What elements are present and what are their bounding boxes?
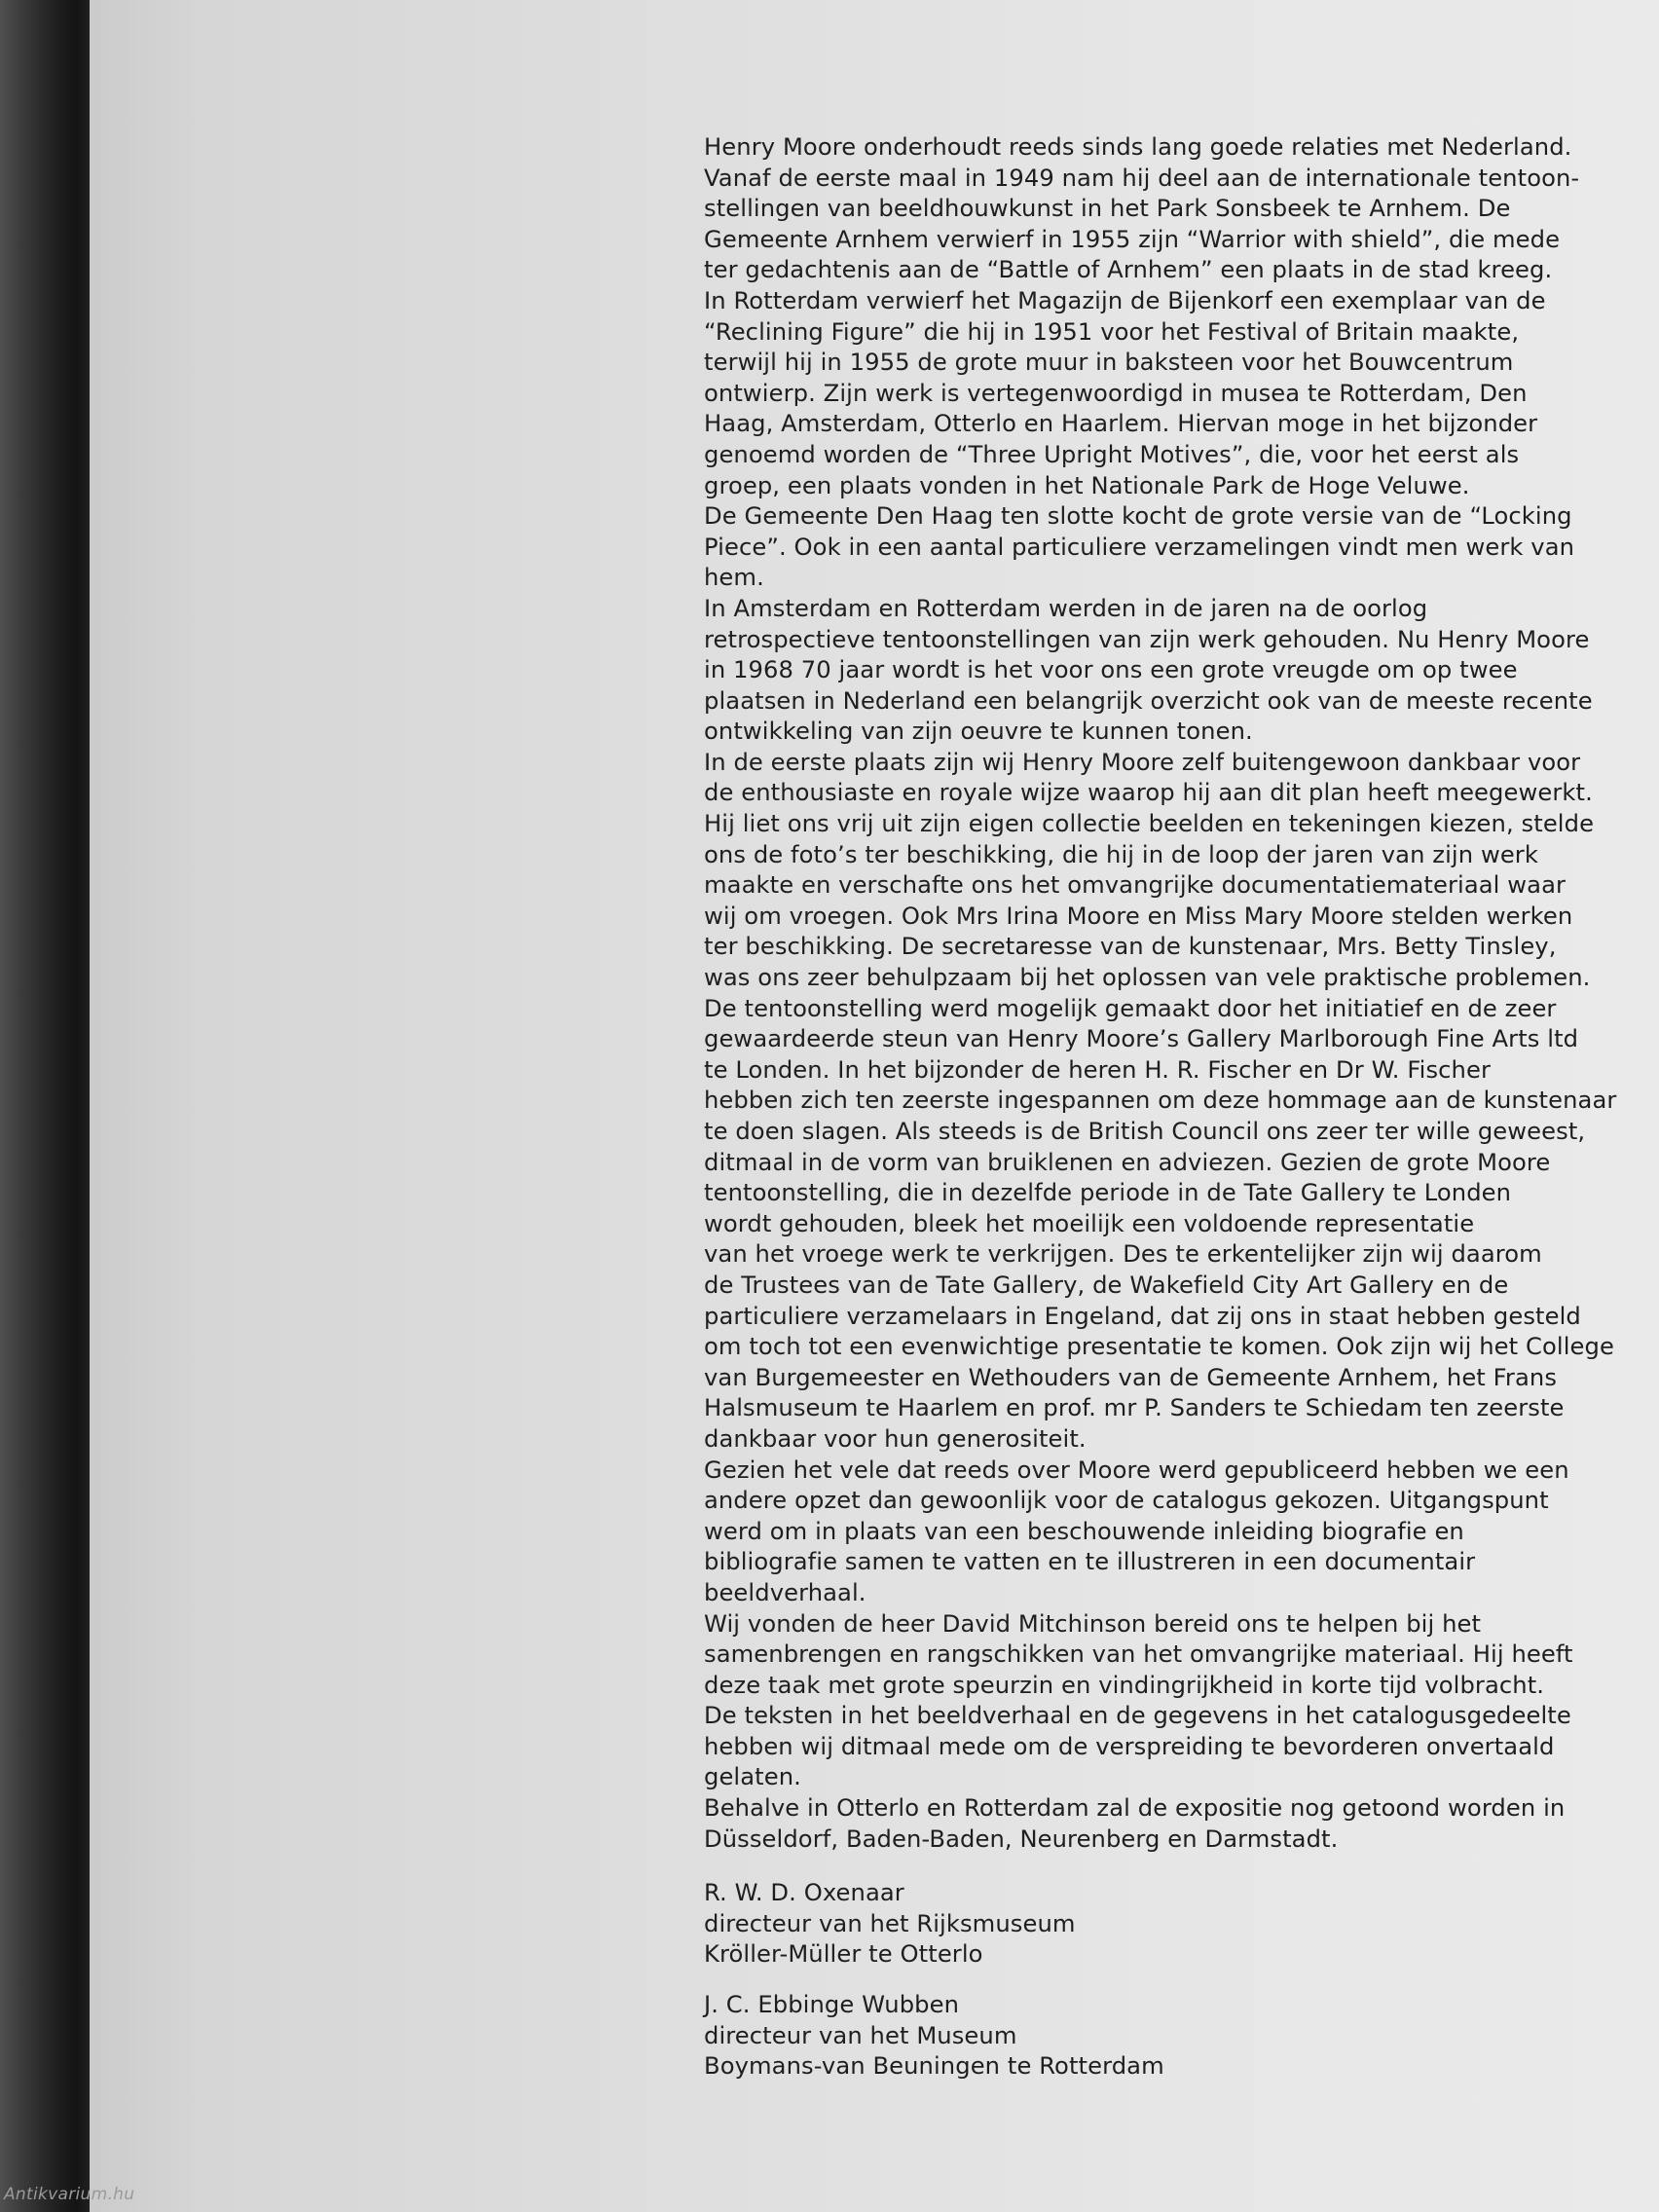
text-line: hebben wij ditmaal mede om de verspreiding te bevorderen onvertaald: [704, 1732, 1555, 1760]
text-line: Düsseldorf, Baden-Baden, Neurenberg en Darmstadt.: [704, 1825, 1339, 1853]
text-line: van het vroege werk te verkrijgen. Des te erkentelijker zijn wij daarom: [704, 1240, 1542, 1269]
text-line: wordt gehouden, bleek het moeilijk een voldoende representatie: [704, 1209, 1475, 1237]
text-line: Halsmuseum te Haarlem en prof. mr P. Sanders te Schiedam ten zeerste: [704, 1394, 1565, 1422]
signature-name: J. C. Ebbinge Wubben: [704, 1991, 960, 2019]
text-line: hem.: [704, 564, 764, 592]
signature-block-1: [704, 1878, 1609, 1971]
text-line: wij om vroegen. Ook Mrs Irina Moore en Miss Mary Moore stelden werken: [704, 902, 1573, 930]
text-line: De Gemeente Den Haag ten slotte kocht de grote versie van de “Locking: [704, 502, 1572, 531]
text-line: In Rotterdam verwierf het Magazijn de Bijenkorf een exemplaar van de: [704, 286, 1546, 314]
text-line: Gezien het vele dat reeds over Moore werd gepubliceerd hebben we een: [704, 1456, 1569, 1484]
text-line: de Trustees van de Tate Gallery, de Wakefield City Art Gallery en de: [704, 1271, 1509, 1299]
text-line: ditmaal in de vorm van bruiklenen en adviezen. Gezien de grote Moore: [704, 1148, 1551, 1176]
text-line: gelaten.: [704, 1763, 801, 1791]
signature-institution: Boymans-van Beuningen te Rotterdam: [704, 2052, 1164, 2081]
text-line: samenbrengen en rangschikken van het omvangrijke materiaal. Hij heeft: [704, 1641, 1573, 1669]
text-line: stellingen van beeldhouwkunst in het Park Sonsbeek te Arnhem. De: [704, 195, 1511, 223]
body-text: [704, 132, 1617, 1855]
signature-institution: Kröller-Müller te Otterlo: [704, 1940, 983, 1969]
text-line: terwijl hij in 1955 de grote muur in baksteen voor het Bouwcentrum: [704, 349, 1514, 377]
text-line: particuliere verzamelaars in Engeland, dat zij ons in staat hebben gesteld: [704, 1302, 1581, 1330]
text-line: ons de foto’s ter beschikking, die hij in de loop der jaren van zijn werk: [704, 840, 1538, 868]
text-line: genoemd worden de “Three Upright Motives”, die, voor het eerst als: [704, 440, 1520, 468]
text-line: was ons zeer behulpzaam bij het oplossen van vele praktische problemen.: [704, 964, 1591, 992]
text-line: Hij liet ons vrij uit zijn eigen collectie beelden en tekeningen kiezen, stelde: [704, 810, 1595, 838]
text-line: “Reclining Figure” die hij in 1951 voor het Festival of Britain maakte,: [704, 317, 1520, 346]
text-line: van Burgemeester en Wethouders van de Gemeente Arnhem, het Frans: [704, 1363, 1558, 1391]
text-line: in 1968 70 jaar wordt is het voor ons een grote vreugde om op twee: [704, 656, 1518, 684]
signature-title: directeur van het Rijksmuseum: [704, 1909, 1076, 1937]
text-line: In de eerste plaats zijn wij Henry Moore zelf buitengewoon dankbaar voor: [704, 748, 1581, 776]
text-line: De tentoonstelling werd mogelijk gemaakt door het initiatief en de zeer: [704, 994, 1557, 1022]
text-line: ontwikkeling van zijn oeuvre te kunnen tonen.: [704, 718, 1253, 746]
text-line: om toch tot een evenwichtige presentatie te komen. Ook zijn wij het College: [704, 1333, 1614, 1361]
text-line: retrospectieve tentoonstellingen van zijn werk gehouden. Nu Henry Moore: [704, 625, 1590, 653]
text-line: beeldverhaal.: [704, 1578, 866, 1606]
text-line: hebben zich ten zeerste ingespannen om deze hommage aan de kunstenaar: [704, 1087, 1617, 1115]
text-line: gewaardeerde steun van Henry Moore’s Gallery Marlborough Fine Arts ltd: [704, 1025, 1579, 1053]
watermark-text: Antikvarium.hu: [4, 2185, 135, 2204]
text-line: groep, een plaats vonden in het Nationale Park de Hoge Veluwe.: [704, 471, 1470, 499]
text-line: Vanaf de eerste maal in 1949 nam hij deel aan de internationale tentoon-: [704, 164, 1580, 192]
text-line: tentoonstelling, die in dezelfde periode in de Tate Gallery te Londen: [704, 1179, 1512, 1207]
text-line: Gemeente Arnhem verwierf in 1955 zijn “Warrior with shield”, die mede: [704, 225, 1561, 253]
book-spine-shadow: [0, 0, 90, 2212]
text-line: In Amsterdam en Rotterdam werden in de jaren na de oorlog: [704, 594, 1428, 622]
text-line: de enthousiaste en royale wijze waarop hij aan dit plan heeft meegewerkt.: [704, 779, 1593, 807]
text-line: ter beschikking. De secretaresse van de kunstenaar, Mrs. Betty Tinsley,: [704, 933, 1557, 961]
text-line: Piece”. Ook in een aantal particuliere verzamelingen vindt men werk van: [704, 533, 1575, 561]
text-line: Wij vonden de heer David Mitchinson bereid ons te helpen bij het: [704, 1609, 1482, 1638]
text-line: deze taak met grote speurzin en vindingrijkheid in korte tijd volbracht.: [704, 1671, 1545, 1699]
text-line: andere opzet dan gewoonlijk voor de catalogus gekozen. Uitgangspunt: [704, 1487, 1549, 1515]
text-line: ter gedachtenis aan de “Battle of Arnhem” een plaats in de stad kreeg.: [704, 256, 1553, 284]
body-text-column: [704, 132, 1617, 2083]
text-line: dankbaar voor hun generositeit.: [704, 1424, 1087, 1453]
text-line: Haag, Amsterdam, Otterlo en Haarlem. Hiervan moge in het bijzonder: [704, 410, 1538, 438]
text-line: Behalve in Otterlo en Rotterdam zal de expositie nog getoond worden in: [704, 1794, 1566, 1823]
text-line: ontwierp. Zijn werk is vertegenwoordigd in musea te Rotterdam, Den: [704, 379, 1528, 407]
text-line: werd om in plaats van een beschouwende inleiding biografie en: [704, 1517, 1464, 1545]
text-line: bibliografie samen te vatten en te illustreren in een documentair: [704, 1548, 1476, 1576]
signature-block-2: [704, 1990, 1609, 2083]
signature-name: R. W. D. Oxenaar: [704, 1879, 904, 1907]
text-line: De teksten in het beeldverhaal en de gegevens in het catalogusgedeelte: [704, 1702, 1571, 1730]
text-line: maakte en verschafte ons het omvangrijke documentatiemateriaal waar: [704, 871, 1567, 900]
text-line: te Londen. In het bijzonder de heren H. R. Fischer en Dr W. Fischer: [704, 1055, 1492, 1084]
signature-title: directeur van het Museum: [704, 2021, 1017, 2049]
text-line: te doen slagen. Als steeds is de British Council ons zeer ter wille geweest,: [704, 1118, 1586, 1145]
text-line: plaatsen in Nederland een belangrijk overzicht ook van de meeste recente: [704, 686, 1593, 715]
text-line: Henry Moore onderhoudt reeds sinds lang goede relaties met Nederland.: [704, 133, 1572, 161]
